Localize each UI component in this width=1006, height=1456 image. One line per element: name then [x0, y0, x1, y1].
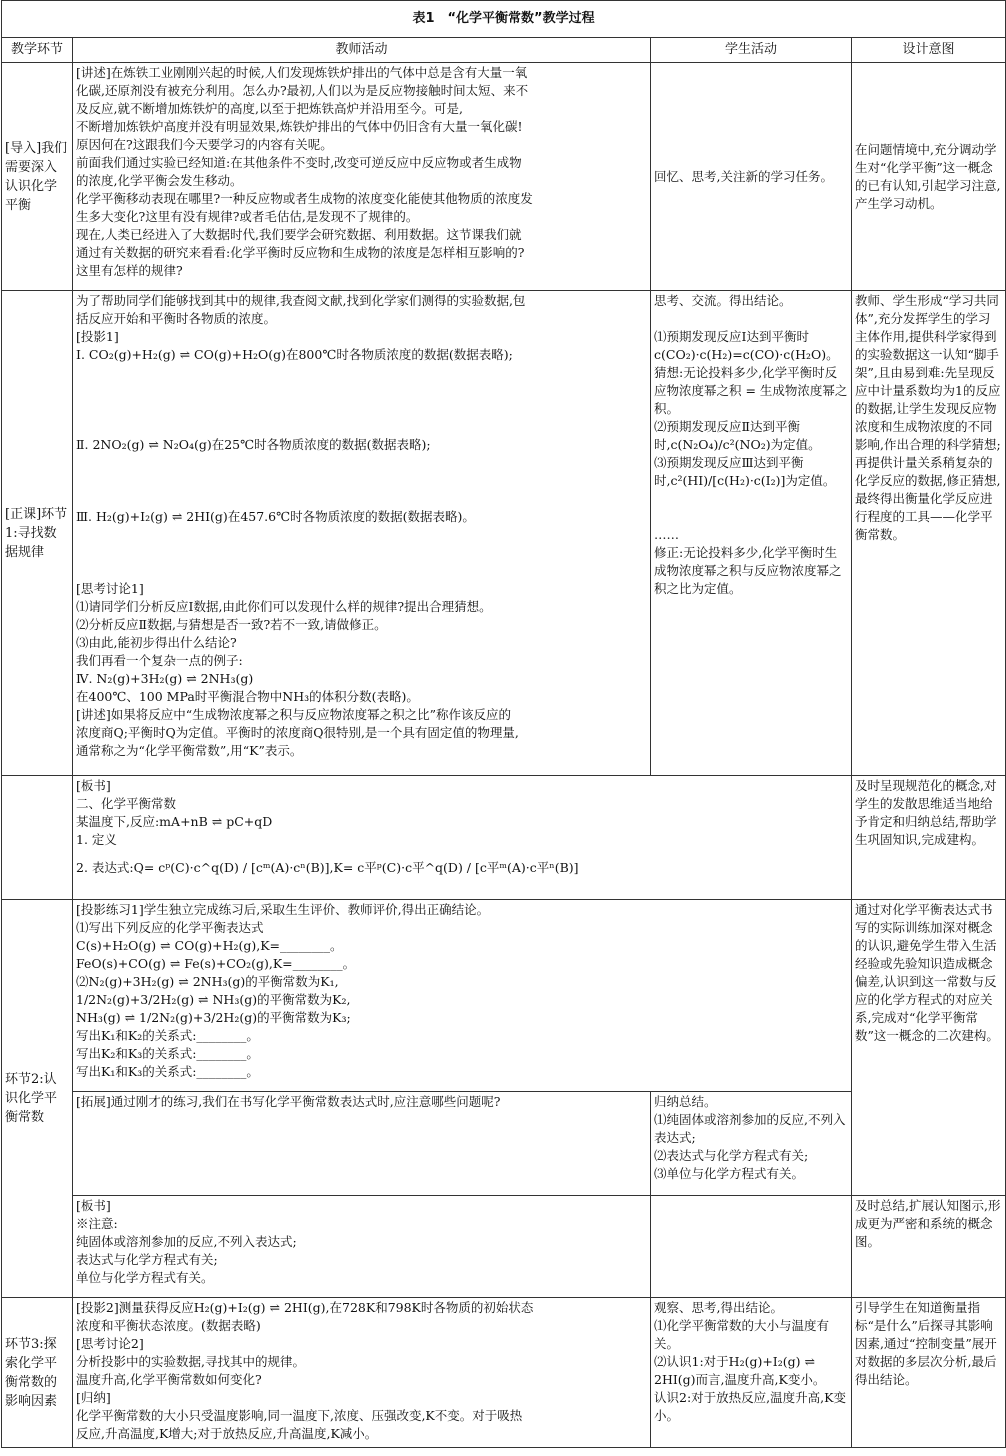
teacher-stage-3: [投影2]测量获得反应H₂(g)+I₂(g) ⇌ 2HI(g),在728K和798K时各物质的初始状态 浓度和平衡状态浓度。(数据表略) [思考讨论2] 分析投影中的实验数据,寻找其中的规律。 温度升高,化学平衡常数如何变化? [归纳] 化学平衡常数的大小只受温度影响,同一温度下,浓度、压强改变,K不变。对于吸热 反应,升高温度,K增大;对于放热反应,升高温度,K减小。 — [73, 1298, 651, 1448]
table-row — [2, 63, 1006, 291]
stage-1: [正课]环节1:寻找数据规律 — [2, 291, 73, 776]
intent-board-1: 及时呈现规范化的概念,对学生的发散思维适当地给予肯定和归纳总结,帮助学生巩固知识,完成建构。 — [852, 776, 1006, 900]
table-row — [2, 1196, 1006, 1298]
table-title: 表1 “化学平衡常数”教学过程 — [2, 1, 1006, 38]
intent-stage-3: 引导学生在知道衡量指标“是什么”后探寻其影响因素,通过“控制变量”展开对数据的多层次分析,最后得出结论。 — [852, 1298, 1006, 1448]
intent-stage-1: 教师、学生形成“学习共同体”,充分发挥学生的学习主体作用,提供科学家得到的实验数据这一认知“脚手架”,且由易到难:先呈现反应中计量系数均为1的反应的数据,让学生发现反应物浓度和生成物浓度的不同影响,作出合理的科学猜想;再提供计量关系稍复杂的化学反应的数据,修正猜想,最终得出衡量化学反应进行程度的工具——化学平衡常数。 — [852, 291, 1006, 776]
teacher-intro: [讲述]在炼铁工业刚刚兴起的时候,人们发现炼铁炉排出的气体中总是含有大量一氧 化碳,还原剂没有被充分利用。怎么办?最初,人们以为是反应物接触时间太短、来不 及反应,就不断增加炼铁炉的高度,以至于把炼铁高炉并沿用至今。可是, 不断增加炼铁炉高度并没有明显效果,炼铁炉排出的气体中仍旧含有大量一氧化碳! 原因何在?这跟我们今天要学习的内容有关呢。 前面我们通过实验已经知道:在其他条件不变时,改变可逆反应中反应物或者生成物 的浓度,化学平衡会发生移动。 化学平衡移动表现在哪里?一种反应物或者生成物的浓度变化能使其他物质的浓度发 生多大变化?这里有没有规律?或者毛估估,是发现不了规律的。 现在,人类已经进入了大数据时代,我们要学会研究数据、利用数据。这节课我们就 通过有关数据的研究来看看:化学平衡时反应物和生成物的浓度是怎样相互影响的? 这里有怎样的规律? — [73, 63, 651, 291]
stage-2: 环节2:认识化学平衡常数 — [2, 900, 73, 1298]
header-teacher: 教师活动 — [73, 38, 651, 63]
header-stage: 教学环节 — [2, 38, 73, 63]
header-row — [2, 38, 1006, 63]
teacher-practice: [投影练习1]学生独立完成练习后,采取生生评价、教师评价,得出正确结论。 ⑴写出下列反应的化学平衡表达式 C(s)+H₂O(g) ⇌ CO(g)+H₂(g),K=________。 FeO(s)+CO(g) ⇌ Fe(s)+CO₂(g),K=________。 ⑵N₂(g)+3H₂(g) ⇌ 2NH₃(g)的平衡常数为K₁, 1/2N₂(g)+3/2H₂(g) ⇌ NH₃(g)的平衡常数为K₂, NH₃(g) ⇌ 1/2N₂(g)+3/2H₂(g)的平衡常数为K₃; 写出K₁和K₂的关系式:________。 写出K₂和K₃的关系式:________。 写出K₁和K₃的关系式:________。 — [73, 900, 852, 1092]
table-row — [2, 776, 1006, 900]
header-student: 学生活动 — [651, 38, 852, 63]
student-intro: 回忆、思考,关注新的学习任务。 — [651, 63, 852, 291]
stage-blank — [2, 776, 73, 900]
intent-intro: 在问题情境中,充分调动学生对“化学平衡”这一概念的已有认知,引起学习注意,产生学习动机。 — [852, 63, 1006, 291]
table-row — [2, 291, 1006, 776]
student-stage-3: 观察、思考,得出结论。 ⑴化学平衡常数的大小与温度有关。 ⑵认识1:对于H₂(g)+I₂(g) ⇌ 2HI(g)而言,温度升高,K变小。 认识2:对于放热反应,温度升高,K变小。 — [651, 1298, 852, 1448]
table-row — [2, 1298, 1006, 1448]
intent-stage-2: 通过对化学平衡表达式书写的实际训练加深对概念的认识,避免学生带入生活经验或先验知识造成概念偏差,认识到这一常数与反应的化学方程式的对应关系,完成对“化学平衡常数”这一概念的二次建构。 — [852, 900, 1006, 1196]
header-intent: 设计意图 — [852, 38, 1006, 63]
teacher-board-2: [板书] ※注意: 纯固体或溶剂参加的反应,不列入表达式; 表达式与化学方程式有关; 单位与化学方程式有关。 — [73, 1196, 651, 1298]
student-blank — [651, 1196, 852, 1298]
table-row — [2, 900, 1006, 1092]
teacher-stage-1: 为了帮助同学们能够找到其中的规律,我查阅文献,找到化学家们测得的实验数据,包 括反应开始和平衡时各物质的浓度。 [投影1] Ⅰ. CO₂(g)+H₂(g) ⇌ CO(g)+H₂O(g)在800℃时各物质浓度的数据(数据表略); Ⅱ. 2NO₂(g) ⇌ N₂O₄(g)在25℃时各物质浓度的数据(数据表略); Ⅲ. H₂(g)+I₂(g) ⇌ 2HI(g)在457.6℃时各物质浓度的数据(数据表略)。 [思考讨论1] ⑴请同学们分析反应Ⅰ数据,由此你们可以发现什么样的规律?提出合理猜想。 ⑵分析反应Ⅱ数据,与猜想是否一致?若不一致,请做修正。 ⑶由此,能初步得出什么结论? 我们再看一个复杂一点的例子: Ⅳ. N₂(g)+3H₂(g) ⇌ 2NH₃(g) 在400℃、100 MPa时平衡混合物中NH₃的体积分数(表略)。 [讲述]如果将反应中“生成物浓度幂之积与反应物浓度幂之积之比”称作该反应的 浓度商Q;平衡时Q为定值。平衡时的浓度商Q很特别,是一个具有固定值的物理量, 通常称之为“化学平衡常数”,用“K”表示。 — [73, 291, 651, 776]
stage-intro: [导入]我们需要深入认识化学平衡 — [2, 63, 73, 291]
intent-board-2: 及时总结,扩展认知图示,形成更为严密和系统的概念图。 — [852, 1196, 1006, 1298]
teacher-board-1: [板书] 二、化学平衡常数 某温度下,反应:mA+nB ⇌ pC+qD 1. 定义 2. 表达式:Q= cᵖ(C)·c^q(D) / [cᵐ(A)·cⁿ(B)],K= c平ᵖ(C)·c平^q(D) / [c平ᵐ(A)·c平ⁿ(B)] — [73, 776, 852, 900]
student-stage-1: 思考、交流。得出结论。 ⑴预期发现反应Ⅰ达到平衡时c(CO₂)·c(H₂)=c(CO)·c(H₂O)。猜想:无论投料多少,化学平衡时反应物浓度幂之积 = 生成物浓度幂之积。 ⑵预期发现反应Ⅱ达到平衡时,c(N₂O₄)/c²(NO₂)为定值。 ⑶预期发现反应Ⅲ达到平衡时,c²(HI)/[c(H₂)·c(I₂)]为定值。 …… 修正:无论投料多少,化学平衡时生成物浓度幂之积与反应物浓度幂之积之比为定值。 — [651, 291, 852, 776]
teacher-extension: [拓展]通过刚才的练习,我们在书写化学平衡常数表达式时,应注意哪些问题呢? — [73, 1092, 651, 1196]
student-extension: 归纳总结。 ⑴纯固体或溶剂参加的反应,不列入表达式; ⑵表达式与化学方程式有关; ⑶单位与化学方程式有关。 — [651, 1092, 852, 1196]
teaching-process-table — [1, 0, 1006, 1448]
stage-3: 环节3:探索化学平衡常数的影响因素 — [2, 1298, 73, 1448]
